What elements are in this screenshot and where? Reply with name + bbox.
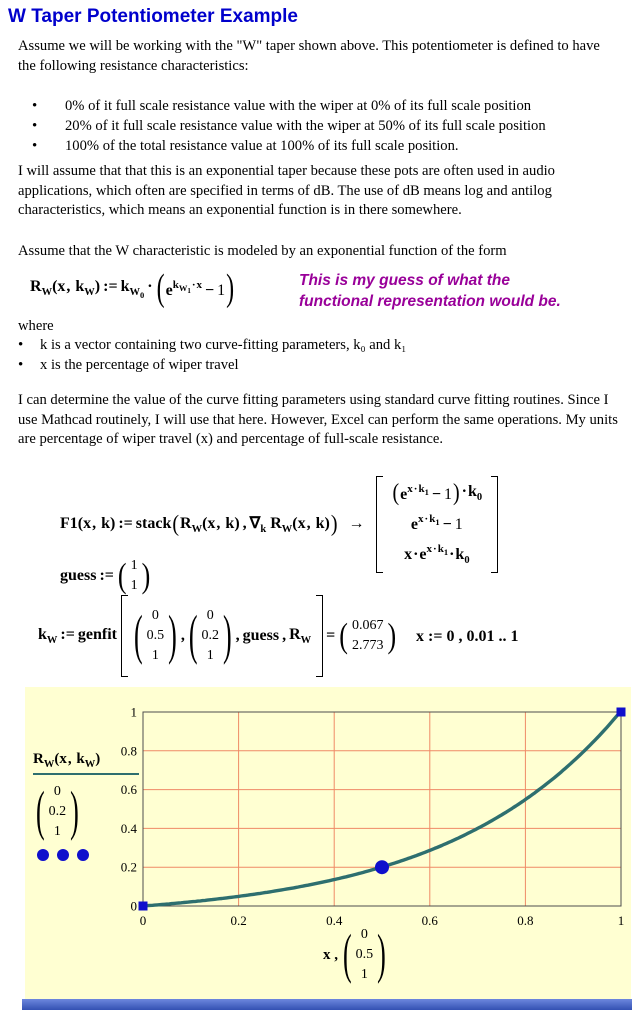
var-k: k	[418, 482, 425, 495]
text-paragraph-curve-fitting: I can determine the value of the curve fitting parameters using standard curve fitting routines. Since I use Mathcad routinely, I will use that here. However, Excel can perform the same operations. My units are percentage of wiper travel (x) and percentage of full-scale resistance.	[18, 392, 618, 447]
vector-element: 1	[53, 824, 61, 839]
text-paragraph-model-intro: Assume that the W characteristic is modeled by an exponential function of the form	[18, 243, 507, 259]
y-tick-label: 0.6	[120, 782, 137, 798]
trace2-marker-dot	[37, 849, 49, 861]
paren: (	[77, 515, 84, 532]
paren-open: (	[117, 555, 127, 595]
var-e: e	[165, 281, 173, 299]
rw-lhs	[30, 278, 156, 300]
guess-vector	[117, 555, 151, 595]
sub-W0	[129, 287, 144, 298]
equation-range-definition[interactable]	[416, 627, 518, 647]
var-k: k	[76, 751, 85, 767]
number-one: 1	[443, 485, 452, 503]
paren-close: )	[222, 604, 232, 666]
paren-close: )	[452, 479, 460, 507]
paren-close: )	[387, 615, 397, 655]
multiply-dot: ·	[449, 545, 455, 563]
vector-element: 0	[360, 927, 368, 942]
var-R: R	[33, 751, 44, 767]
sub-1: 1	[424, 486, 429, 497]
vector-element: 1	[360, 967, 368, 982]
x-tick-label: 0.6	[421, 913, 438, 928]
sub-W: W	[41, 287, 53, 298]
fn-genfit: genfit	[77, 626, 117, 643]
x-data-vector	[342, 923, 387, 985]
data-point-marker	[375, 860, 389, 874]
paren-open: (	[392, 479, 400, 507]
comma: ,	[334, 946, 338, 963]
var-k: k	[429, 512, 436, 525]
data-point-marker	[617, 708, 626, 717]
y-tick-label: 1	[130, 704, 137, 720]
multiply-dot: ·	[413, 545, 419, 563]
fn-stack: stack	[135, 515, 172, 532]
matrix-row	[411, 513, 463, 534]
var-e: e	[410, 515, 419, 533]
subsub-1: 1	[187, 286, 191, 295]
list-item: • 0% of it full scale resistance value with the wiper at 0% of its full scale position	[28, 96, 546, 116]
variable-definitions-list	[16, 335, 406, 375]
bracket-left	[376, 476, 383, 573]
var-e: e	[400, 485, 408, 503]
annotation-line: functional representation would be.	[299, 293, 561, 310]
genfit-x-vector	[133, 604, 178, 666]
number-one: 1	[217, 281, 226, 299]
vector-element: 2.773	[351, 638, 384, 653]
where-label: where	[18, 318, 54, 334]
sub-W: W	[84, 759, 96, 770]
matrix-row	[392, 479, 483, 507]
var-R: R	[30, 278, 42, 295]
var-x: x	[323, 946, 331, 963]
list-item: • 20% of it full scale resistance value with the wiper at 50% of its full scale position	[28, 116, 546, 136]
sub-W: W	[281, 524, 293, 535]
var-guess: guess	[60, 567, 97, 584]
vector-element: 0	[151, 608, 159, 623]
paren: )	[324, 515, 330, 532]
sub-1: 1	[435, 516, 440, 527]
exp-expression	[166, 279, 226, 300]
var-k: k	[120, 278, 130, 295]
multiply-dot: ·	[191, 278, 196, 291]
comma: ,	[180, 627, 185, 644]
sub-W: W	[84, 287, 95, 298]
big-paren-open: (	[156, 268, 165, 310]
paren: (	[54, 751, 60, 767]
stack-args	[180, 513, 330, 535]
paren: (	[292, 515, 298, 532]
page-title: W Taper Potentiometer Example	[8, 6, 298, 27]
assign-operator: :=	[103, 278, 118, 295]
var-x: x	[83, 515, 92, 532]
var-k: k	[38, 626, 47, 643]
paren: )	[95, 751, 101, 767]
sub-W1	[179, 283, 191, 293]
exponent	[427, 543, 449, 555]
sub-W: W	[46, 635, 58, 646]
f1-lhs	[60, 515, 171, 533]
big-paren-close: )	[226, 268, 235, 310]
y-tick-label: 0.4	[120, 820, 137, 836]
var-R: R	[180, 515, 192, 532]
resistance-characteristics-list	[28, 96, 546, 156]
matrix-row	[404, 543, 470, 566]
bracket-right	[491, 476, 498, 573]
var-x: x	[59, 751, 67, 767]
multiply-dot: ·	[424, 512, 429, 525]
text-paragraph-intro: Assume we will be working with the "W" taper shown above. This potentiometer is defined to have the following resistance characteristics:	[18, 38, 600, 74]
range-values: := 0 , 0.01 .. 1	[428, 628, 519, 645]
assign-operator: :=	[118, 515, 133, 532]
vector-element: 1	[130, 558, 138, 573]
var-x: x	[196, 278, 202, 291]
paren-open: (	[188, 604, 198, 666]
paren-open: (	[133, 604, 143, 666]
equation-guess-definition[interactable]	[60, 553, 151, 599]
sub-k: k	[260, 524, 267, 535]
var-x: x	[297, 515, 306, 532]
data-point-marker	[139, 902, 148, 911]
fn-F1: F1	[60, 515, 78, 532]
multiply-dot: ·	[433, 542, 437, 555]
comma: ,	[235, 627, 240, 644]
equation-genfit[interactable]	[38, 595, 397, 677]
paren: (	[52, 278, 58, 295]
paren-open: (	[172, 511, 180, 537]
minus-operator: −	[204, 281, 215, 299]
var-k: k	[172, 278, 179, 291]
paren-open: (	[339, 615, 348, 655]
var-k: k	[467, 483, 477, 500]
paren: )	[94, 278, 101, 295]
paren: )	[110, 515, 116, 532]
var-x: x	[426, 542, 433, 555]
var-guess: guess	[242, 627, 280, 644]
paren-open: (	[343, 923, 352, 985]
bracket-right	[316, 595, 323, 677]
paren-close: )	[377, 923, 386, 985]
var-x: x	[207, 515, 216, 532]
vector-element: 0.5	[146, 628, 165, 643]
vector-element: 1	[130, 578, 138, 593]
f1-result-matrix	[376, 476, 499, 573]
var-x: x	[57, 278, 66, 295]
var-k: k	[455, 545, 465, 563]
assign-operator: :=	[99, 567, 114, 584]
sub-1: 1	[443, 546, 449, 557]
var-x: x	[404, 545, 413, 563]
var-x: x	[418, 512, 424, 525]
minus-operator: −	[442, 515, 452, 533]
sub-W: W	[129, 287, 140, 298]
sub-W: W	[178, 282, 188, 293]
var-e: e	[419, 545, 427, 563]
sub-0: 0	[464, 554, 470, 566]
plot-region[interactable]	[25, 687, 631, 1009]
comma: ,	[92, 515, 97, 532]
multiply-dot: ·	[413, 482, 418, 495]
x-axis-expression	[323, 947, 338, 964]
comma: ,	[216, 515, 221, 532]
subsub-0: 0	[139, 290, 145, 300]
var-x: x	[416, 628, 424, 645]
var-k: k	[75, 278, 85, 295]
symbolic-arrow: →	[348, 515, 365, 532]
paren: )	[234, 515, 240, 532]
fitted-curve	[143, 712, 621, 906]
paren: (	[202, 515, 208, 532]
handwritten-annotation	[299, 270, 632, 312]
exponent	[418, 513, 440, 525]
sub-W: W	[43, 759, 55, 770]
comma: ,	[282, 627, 287, 644]
comma: ,	[242, 515, 247, 532]
vector-element: 0.5	[355, 947, 374, 962]
assign-operator: :=	[60, 626, 75, 643]
trace2-marker-dot	[77, 849, 89, 861]
vector-element: 0.2	[201, 628, 219, 643]
comma: ,	[66, 278, 71, 295]
comma: ,	[67, 751, 72, 767]
vector-element: 0	[206, 608, 214, 623]
vector-element: 0.2	[48, 804, 67, 819]
nabla-operator: ∇	[249, 515, 261, 532]
multiply-dot: ·	[147, 278, 153, 295]
plot-frame	[143, 712, 621, 906]
plot-x-axis-legend	[323, 923, 387, 985]
list-item: • x is the percentage of wiper travel	[16, 355, 406, 375]
equals-operator: =	[326, 627, 336, 644]
genfit-y-vector	[188, 604, 233, 666]
exponent	[172, 278, 202, 295]
vector-element: 0	[53, 784, 61, 799]
sub-W: W	[300, 635, 312, 646]
paren-close: )	[70, 780, 79, 842]
y-tick-label: 0.2	[120, 859, 137, 875]
equation-rw-definition[interactable]	[30, 262, 235, 316]
x-tick-label: 0.4	[326, 913, 343, 928]
var-x: x	[407, 482, 413, 495]
var-k: k	[437, 542, 444, 555]
text-paragraph-exponential-assumption: I will assume that that this is an exponential taper because these pots are often used in audio applications, which often are specified in terms of dB. The use of dB means log and antilog characteristics, which means an exponential function is in there somewhere.	[18, 163, 555, 218]
x-tick-label: 0.2	[230, 913, 247, 928]
x-tick-label: 0.8	[517, 913, 534, 928]
bracket-left	[121, 595, 128, 677]
sub-0: 0	[476, 492, 483, 503]
list-item: • 100% of the total resistance value at 100% of its full scale position.	[28, 136, 546, 156]
y-tick-label: 0.8	[120, 743, 137, 759]
y-data-vector	[35, 780, 80, 842]
var-k: k	[101, 515, 111, 532]
kw-result-vector	[338, 615, 397, 655]
y-tick-label: 0	[130, 898, 137, 914]
comma: ,	[306, 515, 311, 532]
vector-element: 0.067	[351, 618, 384, 633]
paren-close: )	[330, 511, 338, 537]
list-item: • k is a vector containing two curve-fitting parameters, k₀ and k₁	[16, 335, 406, 355]
exponent	[407, 483, 429, 495]
paren-close: )	[168, 604, 177, 666]
x-tick-label: 1	[617, 913, 625, 928]
x-tick-label: 0	[139, 913, 147, 928]
var-R: R	[289, 626, 301, 643]
number-one: 1	[454, 515, 463, 533]
annotation-line: This is my guess of what the	[299, 272, 511, 289]
minus-operator: −	[431, 485, 441, 503]
var-R: R	[270, 515, 282, 532]
trace2-marker-dot	[57, 849, 69, 861]
var-k: k	[225, 515, 235, 532]
var-k: k	[315, 515, 325, 532]
paren-close: )	[141, 555, 151, 595]
paren-open: (	[36, 780, 45, 842]
vector-element: 1	[151, 648, 159, 663]
plot-svg[interactable]	[113, 697, 632, 934]
sub-W: W	[191, 524, 203, 535]
multiply-dot: ·	[461, 483, 467, 500]
vector-element: 1	[206, 648, 214, 663]
window-bottom-bar	[22, 999, 632, 1010]
